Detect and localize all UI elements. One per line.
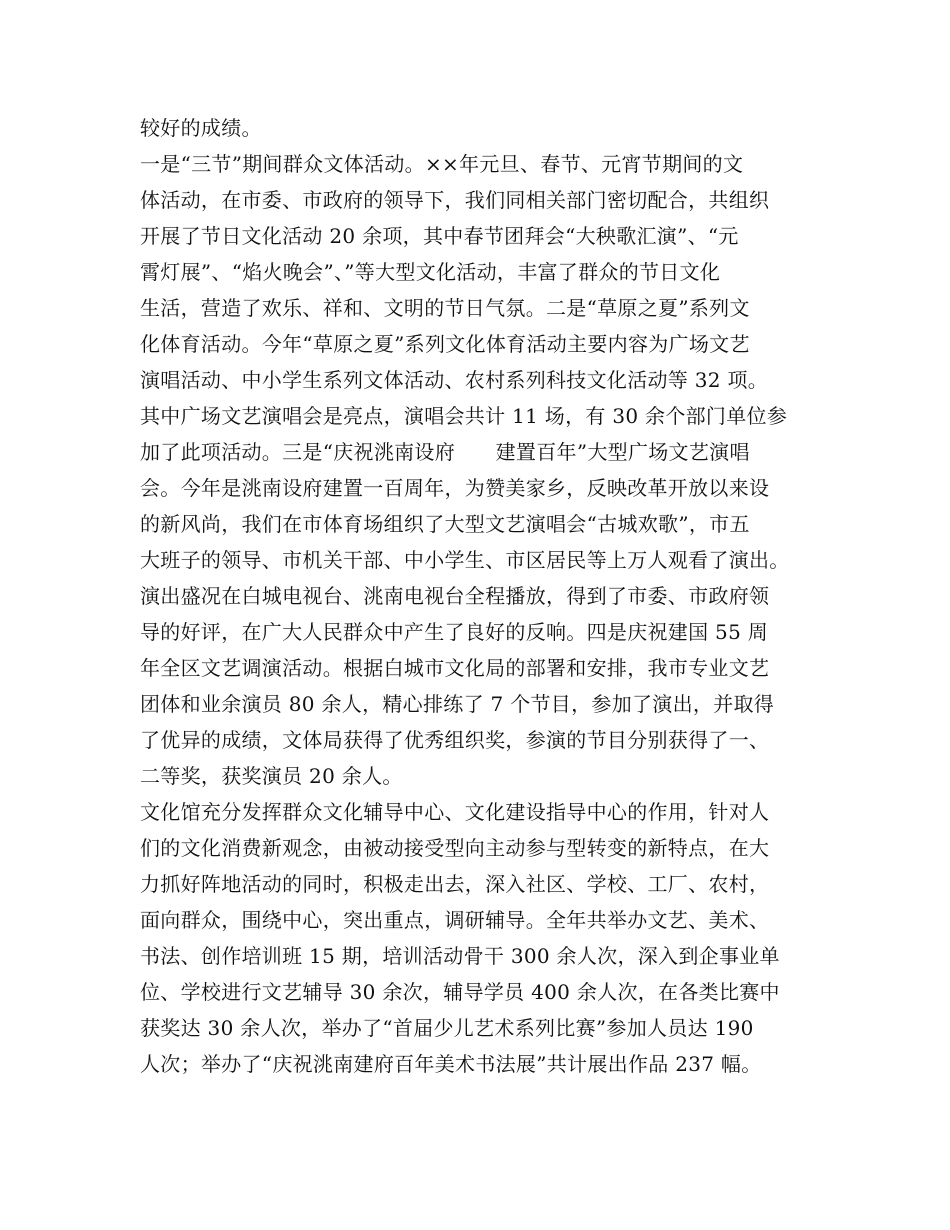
body-text — [140, 110, 825, 1082]
text-line: 演出盛况在白城电视台、洮南电视台全程播放，得到了市委、市政府领 — [140, 584, 770, 608]
text-line: 位、学校进行文艺辅导 30 余次，辅导学员 400 余人次，在各类比赛中 — [140, 980, 780, 1004]
text-line: 导的好评，在广大人民群众中产生了良好的反响。四是庆祝建国 55 周 — [140, 620, 769, 644]
text-line: 了优异的成绩，文体局获得了优秀组织奖，参演的节目分别获得了一、 — [140, 728, 770, 752]
text-line: 化体育活动。今年“草原之夏”系列文化体育活动主要内容为广场文艺 — [140, 332, 750, 356]
text-line: 较好的成绩。 — [140, 116, 262, 140]
text-line: 二等奖，获奖演员 20 余人。 — [140, 764, 403, 788]
text-line: 文化馆充分发挥群众文化辅导中心、文化建设指导中心的作用，针对人 — [140, 800, 770, 824]
text-line: 其中广场文艺演唱会是亮点，演唱会共计 11 场，有 30 余个部门单位参 — [140, 404, 788, 428]
text-line: 书法、创作培训班 15 期，培训活动骨干 300 余人次，深入到企事业单 — [140, 944, 780, 968]
text-line: 人次；举办了“庆祝洮南建府百年美术书法展”共计展出作品 237 幅。 — [140, 1052, 762, 1076]
text-line: 的新风尚，我们在市体育场组织了大型文艺演唱会“古城欢歌”，市五 — [140, 512, 750, 536]
text-line: 团体和业余演员 80 余人，精心排练了 7 个节目，参加了演出，并取得 — [140, 692, 775, 716]
text-line: 大班子的领导、市机关干部、中小学生、市区居民等上万人观看了演出。 — [140, 548, 790, 572]
text-line: 霄灯展”、“焰火晚会”、”等大型文化活动，丰富了群众的节日文化 — [140, 260, 721, 284]
text-line: 年全区文艺调演活动。根据白城市文化局的部署和安排，我市专业文艺 — [140, 656, 770, 680]
text-line: 生活，营造了欢乐、祥和、文明的节日气氛。二是“草原之夏”系列文 — [140, 296, 750, 320]
text-line: 加了此项活动。三是“庆祝洮南设府 建置百年”大型广场文艺演唱 — [140, 440, 750, 464]
text-line: 获奖达 30 余人次，举办了“首届少儿艺术系列比赛”参加人员达 190 — [140, 1016, 754, 1040]
text-line: 体活动，在市委、市政府的领导下，我们同相关部门密切配合，共组织 — [140, 188, 770, 212]
text-line: 面向群众，围绕中心，突出重点，调研辅导。全年共举办文艺、美术、 — [140, 908, 770, 932]
text-line: 演唱活动、中小学生系列文体活动、农村系列科技文化活动等 32 项。 — [140, 368, 769, 392]
text-line: 们的文化消费新观念，由被动接受型向主动参与型转变的新特点，在大 — [140, 836, 770, 860]
text-line: 会。今年是洮南设府建置一百周年，为赞美家乡，反映改革开放以来设 — [140, 476, 770, 500]
text-line: 开展了节日文化活动 20 余项，其中春节团拜会“大秧歌汇演”、“元 — [140, 224, 739, 248]
text-line: 力抓好阵地活动的同时，积极走出去，深入社区、学校、工厂、农村， — [140, 872, 770, 896]
text-line: 一是“三节”期间群众文体活动。××年元旦、春节、元宵节期间的文 — [140, 152, 744, 176]
